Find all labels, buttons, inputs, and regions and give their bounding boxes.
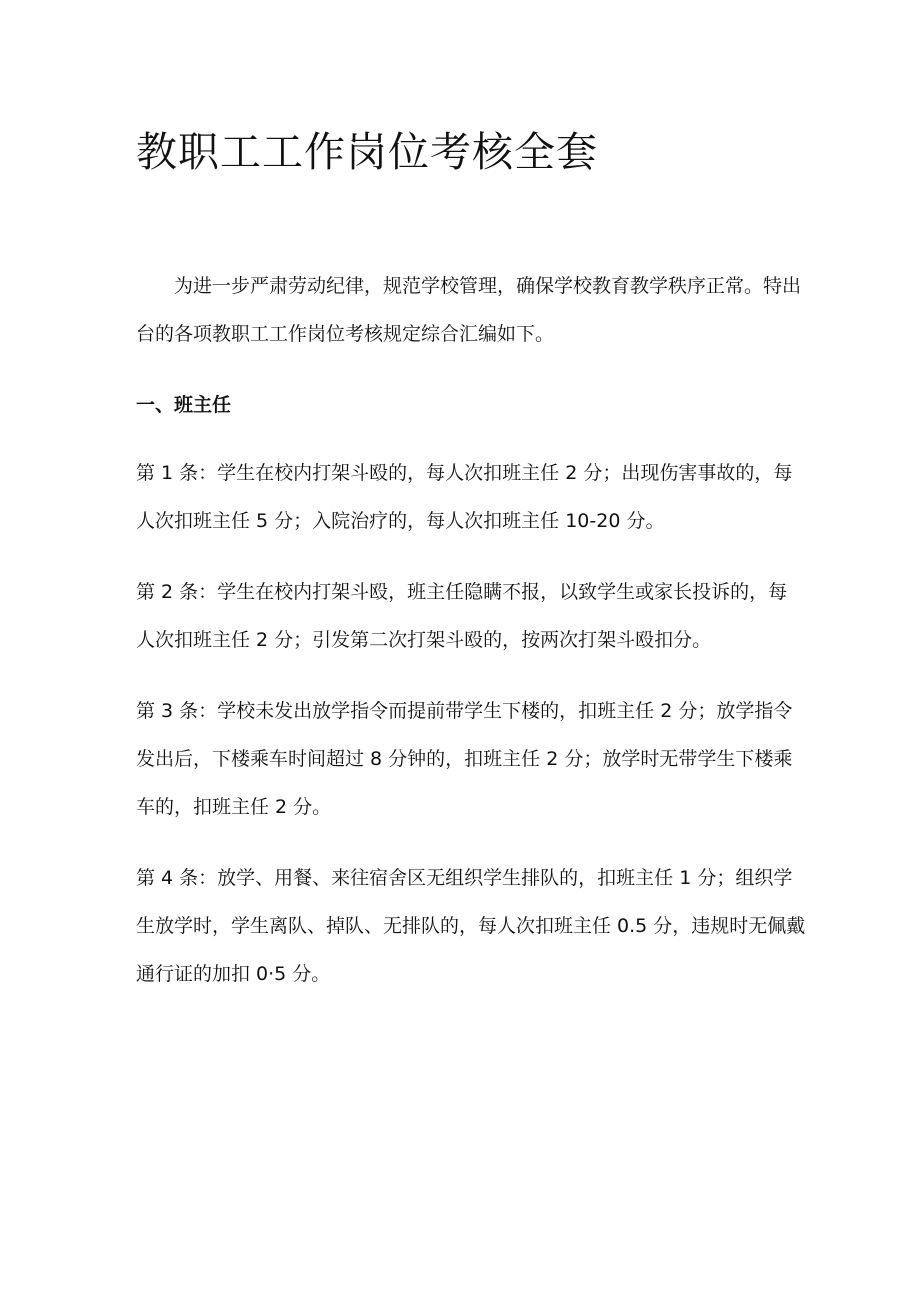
intro-paragraph: 为进一步严肃劳动纪律，规范学校管理，确保学校教育教学秩序正常。特出台的各项教职工工作岗位考核规定综合汇编如下。 [136, 275, 802, 345]
article-4: 第 4 条：放学、用餐、来往宿舍区无组织学生排队的，扣班主任 1 分；组织学生放学时，学生离队、掉队、无排队的，每人次扣班主任 0.5 分，违规时无佩戴通行证的加扣 0·5 分。 [136, 867, 806, 985]
article-2: 第 2 条：学生在校内打架斗殴，班主任隐瞒不报，以致学生或家长投诉的，每人次扣班主任 2 分；引发第二次打架斗殴的，按两次打架斗殴扣分。 [136, 581, 788, 651]
article-3: 第 3 条：学校未发出放学指令而提前带学生下楼的，扣班主任 2 分；放学指令发出后，下楼乘车时间超过 8 分钟的，扣班主任 2 分；放学时无带学生下楼乘车的，扣班主任 2 分。 [136, 700, 793, 818]
section-heading: 一、班主任 [136, 394, 232, 416]
document-title: 教职工工作岗位考核全套 [136, 128, 598, 176]
article-1: 第 1 条：学生在校内打架斗殴的，每人次扣班主任 2 分；出现伤害事故的，每人次扣班主任 5 分；入院治疗的，每人次扣班主任 10-20 分。 [136, 462, 793, 532]
